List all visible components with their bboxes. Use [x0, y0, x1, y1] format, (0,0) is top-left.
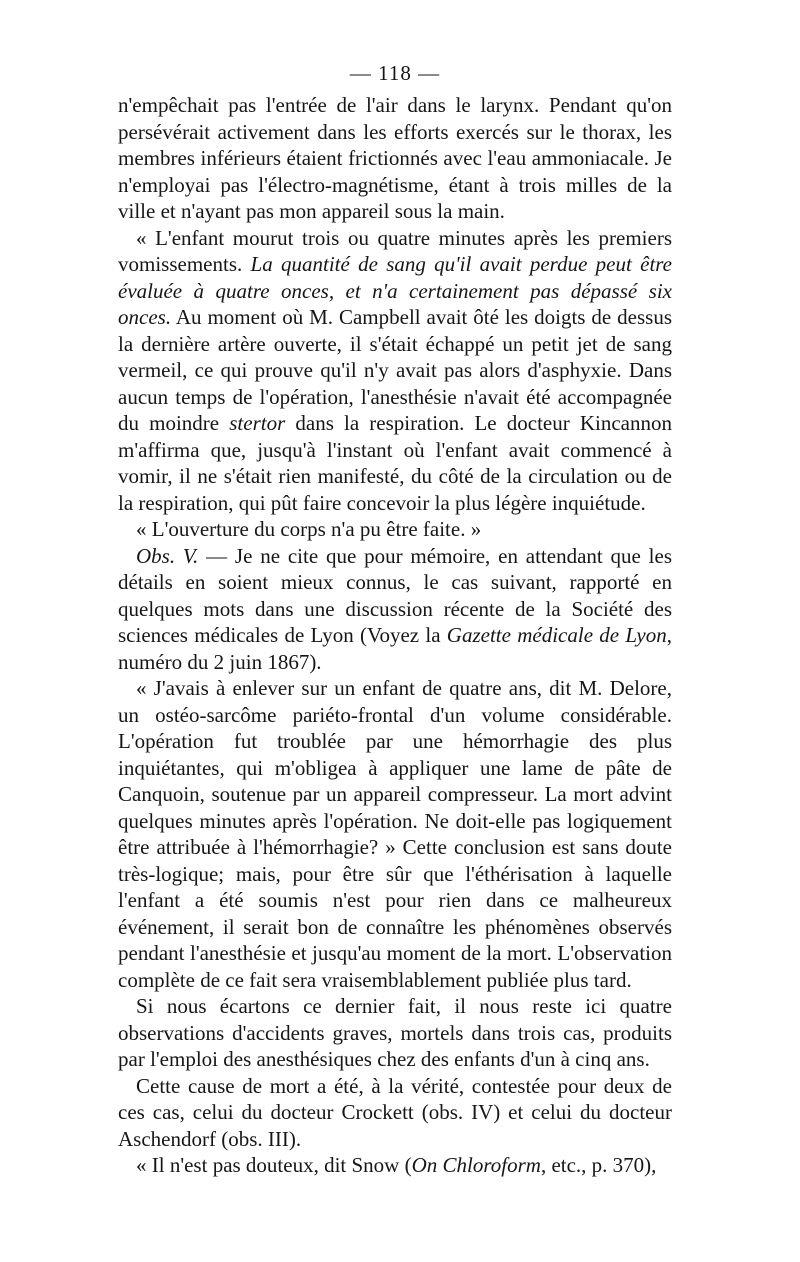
- italic-run: On Chloroform: [411, 1153, 541, 1177]
- text-run: , numéro du 2 juin 1867).: [118, 623, 673, 674]
- text-run: Au moment où M. Campbell avait ôté les doigts de dessus la dernière artère ouverte, il s'était échappé un petit jet de sang vermeil, ce qui prouve qu'il n'y avait pas alors d'asphyxie. Dans aucun temps de l'opération, l'anesthésie n'avait été accompagnée du moindre: [118, 305, 672, 435]
- text-run: Cette cause de mort a été, à la vérité, contestée pour deux de ces cas, celui du docteur Crockett (obs. IV) et celui du docteur Aschendorf (obs. III).: [118, 1073, 672, 1151]
- italic-run: La quantité de sang qu'il avait perdue peut être évaluée à quatre onces, et n'a certainement pas dépassé six onces.: [118, 252, 672, 329]
- paragraph-8: [118, 1152, 672, 1179]
- paragraph-5: [118, 675, 672, 993]
- page-number: — 118 —: [349, 61, 441, 85]
- paragraph-3: [118, 516, 672, 543]
- text-run: « L'ouverture du corps n'a pu être faite. »: [136, 517, 482, 541]
- text-run: dans la respiration. Le docteur Kincannon m'affirma que, jusqu'à l'instant où l'enfant avait commencé à vomir, il ne s'était rien manifesté, du côté de la circulation ou de la respiration, qui pût faire concevoir la plus légère inquiétude.: [118, 411, 673, 515]
- text-run: n'empêchait pas l'entrée de l'air dans le larynx. Pendant qu'on persévérait activement dans les efforts exercés sur le thorax, les membres inférieurs étaient frictionnés avec l'eau ammoniacale. Je n'employai pas l'électro-magnétisme, étant à trois milles de la ville et n'ayant pas mon appareil sous la main.: [118, 93, 672, 223]
- text-run: Si nous écartons ce dernier fait, il nous reste ici quatre observations d'accidents graves, mortels dans trois cas, produits par l'emploi des anesthésiques chez des enfants d'un à cinq ans.: [118, 994, 672, 1071]
- paragraph-7: [118, 1073, 672, 1153]
- italic-run: Obs. V.: [136, 543, 199, 568]
- text-run: « J'avais à enlever sur un enfant de quatre ans, dit M. Delore, un ostéo-sarcôme pariéto-frontal d'un volume considérable. L'opération fut troublée par une hémorrhagie des plus inquiétantes, qui m'obligea à appliquer une lame de pâte de Canquoin, soutenue par un appareil compresseur. La mort advint quelques minutes après l'opération. Ne doit-elle pas logiquement être attribuée à l'hémorrhagie? » Cette conclusion est sans doute très-logique; mais, pour être sûr que l'éthérisation à laquelle l'enfant a été soumis n'est pour rien dans ce malheureux événement, il serait bon de connaître les phénomènes observés pendant l'anesthésie et jusqu'au moment de la mort. L'observation complète de ce fait sera vraisemblablement publiée plus tard.: [118, 676, 672, 992]
- paragraph-4-obs-v: [118, 543, 672, 676]
- paragraph-1: [118, 92, 672, 225]
- text-run: , etc., p. 370),: [540, 1153, 657, 1177]
- text-run: — Je ne cite que pour mémoire, en attendant que les détails en soient mieux connus, le cas suivant, rapporté en quelques mots dans une discussion récente de la Société des sciences médicales de Lyon (Voyez la: [118, 543, 672, 647]
- text-run: « L'enfant mourut trois ou quatre minutes après les premiers vomissements.: [118, 225, 672, 276]
- book-page: [118, 56, 672, 1179]
- text-run: « Il n'est pas douteux, dit Snow (: [136, 1153, 412, 1177]
- italic-run: Gazette médicale de Lyon: [446, 623, 667, 647]
- paragraph-2: [118, 225, 672, 517]
- paragraph-6: [118, 993, 672, 1073]
- italic-run: stertor: [229, 411, 286, 435]
